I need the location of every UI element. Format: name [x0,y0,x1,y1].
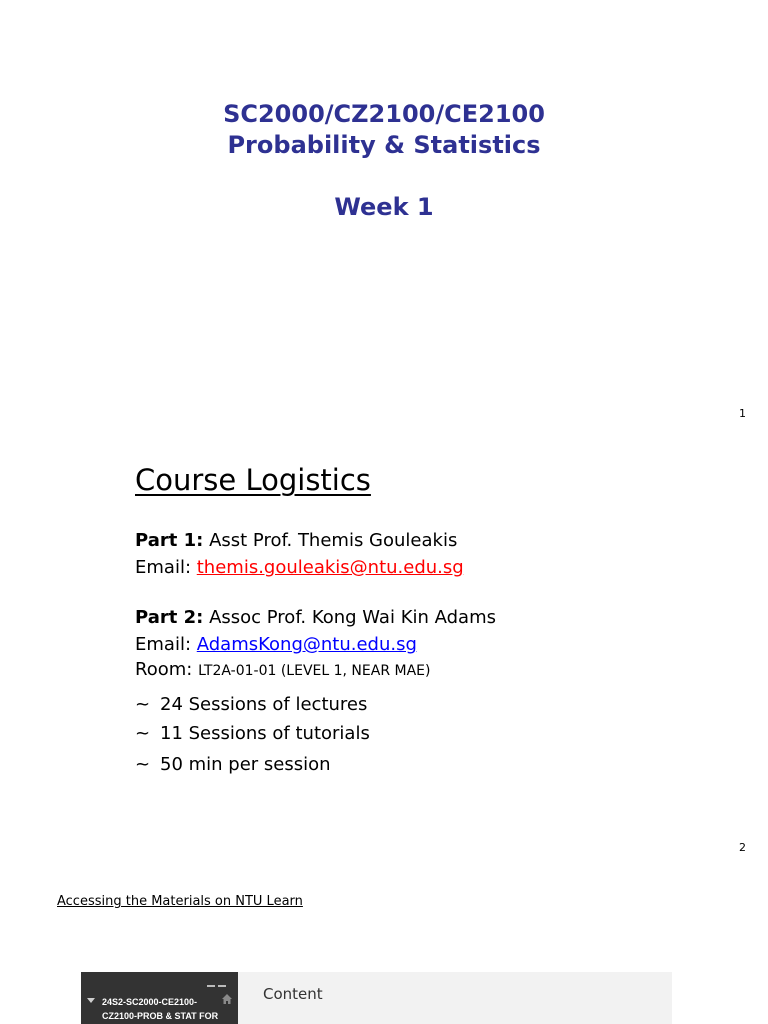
part2-title: Assoc Prof. [209,607,307,628]
part1-line [135,529,457,553]
access-materials-heading: Accessing the Materials on NTU Learn [57,894,303,909]
content-header-label: Content [263,985,323,1003]
bullet-text: 24 Sessions of lectures [160,694,368,715]
list-item [135,693,367,717]
list-item [135,722,370,746]
ntu-learn-screenshot [81,972,672,1024]
caret-down-icon [87,998,95,1003]
course-menu-title: 24S2-SC2000-CE2100-CZ2100-PROB & STAT FOR [102,997,219,1021]
part2-email-link[interactable]: AdamsKong@ntu.edu.sg [196,634,417,655]
part1-instructor: Asst Prof. Themis Gouleakis [209,530,458,551]
course-logistics-heading: Course Logistics [135,463,371,497]
part1-email-label: Email: [135,557,192,578]
bullet-symbol: ~ [135,723,151,744]
page-number: 2 [739,841,746,854]
list-item [135,753,331,777]
part1-email-line [135,556,464,580]
part2-label: Part 2: [135,607,204,628]
sidebar-top-marks [207,972,237,975]
part2-line [135,606,496,630]
part2-email-line [135,633,417,657]
course-sidebar [81,972,238,1024]
course-code-title: SC2000/CZ2100/CE2100 [223,100,545,128]
part2-email-label: Email: [135,634,192,655]
week-title: Week 1 [334,193,434,221]
bullet-symbol: ~ [135,754,151,775]
course-subject-title: Probability & Statistics [227,131,541,159]
bullet-text: 11 Sessions of tutorials [160,723,370,744]
part1-email-link[interactable]: themis.gouleakis@ntu.edu.sg [196,557,464,578]
part2-instructor: Kong Wai Kin Adams [311,607,496,628]
home-icon [221,993,233,1005]
bullet-text: 50 min per session [160,754,331,775]
page-number: 1 [739,407,746,420]
room-label: Room: [135,659,193,680]
room-line [135,658,430,683]
room-value: LT2A-01-01 (LEVEL 1, NEAR MAE) [198,663,431,679]
bullet-symbol: ~ [135,694,151,715]
part1-label: Part 1: [135,530,204,551]
